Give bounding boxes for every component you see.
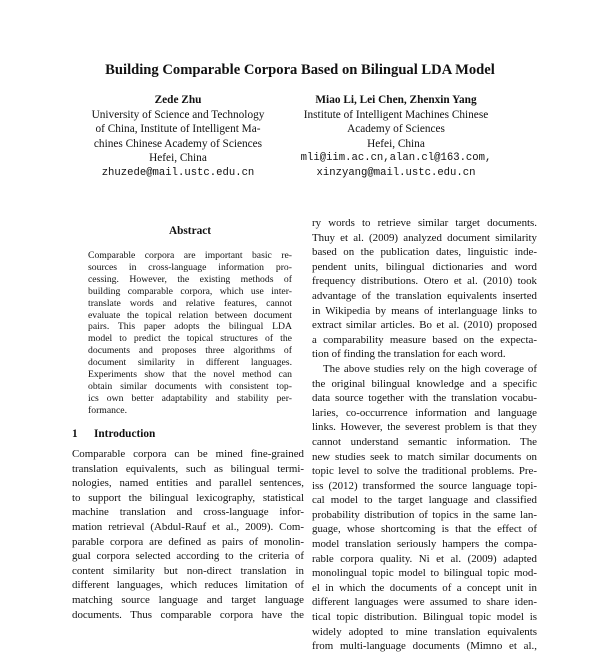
text-line: content similarity but non-direct translation in: [72, 564, 304, 577]
text-line: frequency distributions. Otero et al. (2010) took: [312, 275, 537, 288]
author-name: Miao Li, Lei Chen, Zhenxin Yang: [315, 94, 477, 106]
text-line: data source together with the translation vocabu-: [312, 392, 537, 405]
text-line: cessing. However, the existing methods of: [88, 273, 292, 285]
paper-title: Building Comparable Corpora Based on Bilingual LDA Model: [105, 62, 495, 78]
text-line: Experiments show that the novel method can: [88, 369, 292, 381]
text-line: translation equivalents, such as bilingual termi-: [72, 462, 304, 475]
text-line: building comparable corpora, which use inter-: [88, 285, 292, 297]
text-line: topic level to solve the traditional problems. Pre-: [312, 465, 537, 478]
text-line: Comparable corpora are important basic re-: [88, 250, 292, 261]
author-affiliation-line: of China, Institute of Intelligent Ma-: [95, 123, 261, 136]
section-number: 1: [72, 428, 78, 440]
text-line: guage, whose shortcoming is that the effect of: [312, 523, 537, 536]
text-line: iss (2012) transformed the source language topi-: [312, 479, 537, 492]
author-affiliation-line: Hefei, China: [367, 137, 425, 150]
text-line: matching source language and target language: [72, 593, 304, 606]
text-line: ics own better adaptability and stability per-: [88, 392, 292, 404]
text-line: documents and proposes three algorithms of: [88, 345, 292, 357]
text-line: pendent units, bilingual dictionaries and word: [312, 260, 537, 273]
text-line: advantage of the translation equivalents inserted: [312, 289, 537, 302]
text-line: rable corpora quality. Ni et al. (2009) adapted: [312, 552, 537, 565]
text-line: new studies seek to match similar documents on: [312, 450, 537, 463]
author-block-1: [78, 93, 278, 181]
text-line: tical topic distribution. Bilingual topic model is: [312, 611, 537, 624]
text-line: a comparability measure based on the expecta-: [312, 333, 537, 346]
text-line: ry words to retrieve similar target documents.: [312, 217, 537, 229]
text-line: from multi-language documents (Mimno et al.,: [312, 640, 537, 653]
text-line: document similarity in different languages.: [88, 357, 292, 369]
author-email: zhuzede@mail.ustc.edu.cn: [101, 166, 255, 179]
left-column-body: [72, 447, 304, 622]
text-line: cal model to the target language and classified: [312, 494, 537, 507]
text-line: formance.: [88, 404, 127, 416]
text-line: Comparable corpora can be mined fine-grained: [72, 448, 304, 460]
text-line: laries, co-occurrence information and language: [312, 406, 537, 419]
text-line: different languages were assumed to share iden-: [312, 596, 537, 609]
text-line: pairs. This paper adopts the bilingual LDA: [88, 321, 292, 333]
abstract-heading: Abstract: [168, 225, 212, 237]
text-line: probability distribution of topics in the same lan-: [312, 508, 537, 521]
text-line: based on the publication dates, linguistic inde-: [312, 246, 537, 259]
text-line: documents. Thus comparable corpora have the: [72, 608, 304, 621]
text-line: evaluate the topical relation between document: [88, 309, 292, 321]
text-line: nologies, named entities and parallel sentences,: [72, 477, 304, 490]
text-line: model translation seriously hampers the compa-: [312, 538, 537, 551]
text-line: widely adopted to mine translation equivalents: [312, 625, 537, 638]
right-column-body: [312, 216, 537, 654]
text-line: the original bilingual knowledge and a specific: [312, 377, 537, 390]
text-line: monolingual topic model to bilingual topic mod-: [312, 567, 537, 580]
text-line: machine translation and cross-language infor-: [72, 506, 304, 519]
author-affiliation-line: Institute of Intelligent Machines Chinese: [303, 108, 489, 121]
author-affiliation-line: chines Chinese Academy of Sciences: [93, 137, 263, 150]
text-line: mation retrieval (Abdul-Rauf et al., 2009). Com-: [72, 520, 304, 533]
text-line: model to predict the topical structures of the: [88, 333, 292, 345]
author-affiliation-line: Academy of Sciences: [347, 123, 445, 136]
section-title: Introduction: [94, 428, 156, 440]
author-affiliation-line: Hefei, China: [149, 152, 207, 165]
text-line: cannot understand semantic information. The: [312, 435, 537, 448]
text-line: in Wikipedia by means of interlanguage links to: [312, 304, 537, 317]
abstract-body: [88, 250, 292, 417]
text-line: Thuy et al. (2009) analyzed document similarity: [312, 231, 537, 244]
author-email: mli@iim.ac.cn,alan.cl@163.com,: [300, 152, 492, 165]
text-line: different languages, which reduces limitation of: [72, 579, 304, 592]
text-line: to support the bilingual lexicography, statistical: [72, 491, 304, 504]
text-line: sources in cross-language information pro-: [88, 261, 292, 273]
author-affiliation-line: University of Science and Technology: [91, 108, 265, 121]
author-name: Zede Zhu: [154, 94, 202, 106]
text-line: links. However, the severest problem is that they: [312, 421, 537, 434]
text-line: gual corpora selected according to the criteria of: [72, 550, 304, 563]
text-line: extract similar articles. Bo et al. (2010) proposed: [312, 319, 537, 332]
text-line: el in which the documents of a concept unit in: [312, 581, 537, 594]
text-line: tion of finding the translation for each word.: [312, 348, 506, 361]
section-heading: [72, 428, 155, 440]
author-block-2: [286, 93, 506, 181]
author-email: xinzyang@mail.ustc.edu.cn: [316, 166, 476, 179]
text-line: parable corpora are defined as pairs of monolin-: [72, 535, 304, 548]
text-line: The above studies rely on the high coverage of: [323, 362, 537, 375]
text-line: translate words and relative features, cannot: [88, 297, 292, 309]
text-line: obtain similar documents with consistent top-: [88, 380, 292, 392]
